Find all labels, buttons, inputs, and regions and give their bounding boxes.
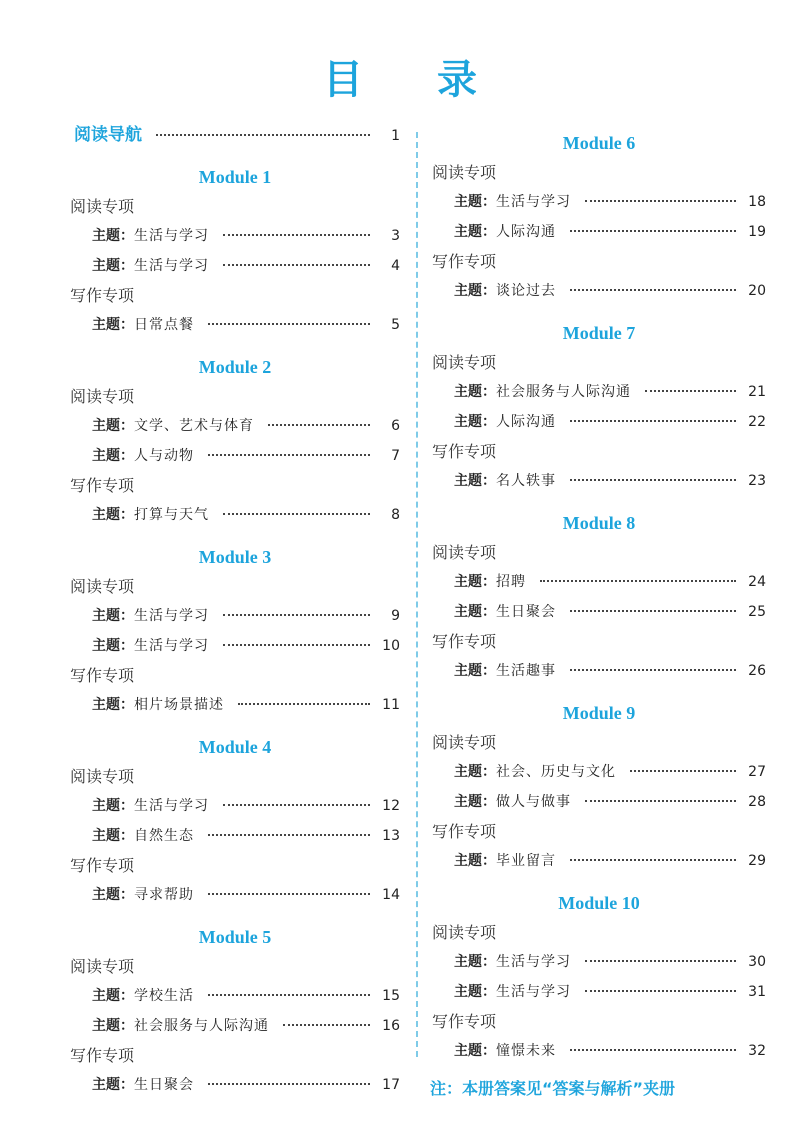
entry-page-number: 27 [748,764,766,780]
toc-entry[interactable] [432,276,766,306]
entry-page-number: 9 [391,608,400,624]
entry-colon: ： [120,418,134,434]
section-heading: 写作专项 [70,286,135,305]
toc-entry[interactable] [70,441,400,471]
column-divider [416,132,418,1057]
entry-title: 谈论过去 [496,283,556,299]
reading-nav-page: 1 [391,128,400,144]
entry-colon: ： [482,954,496,970]
section-heading: 阅读专项 [432,353,497,372]
entry-colon: ： [482,283,496,299]
entry-label: 主题 [454,224,482,240]
dot-leader [570,1049,736,1051]
section-heading: 阅读专项 [70,387,135,406]
entry-page-number: 30 [748,954,766,970]
entry-page-number: 12 [382,798,400,814]
dot-leader [283,1024,370,1026]
module-heading: Module 1 [198,167,272,187]
entry-colon: ： [482,764,496,780]
toc-entry[interactable] [432,567,766,597]
toc-entry[interactable] [70,981,400,1011]
entry-colon: ： [482,574,496,590]
entry-colon: ： [120,697,134,713]
entry-title: 人与动物 [134,448,194,464]
toc-entry[interactable] [432,846,766,876]
entry-title: 生活与学习 [496,194,571,210]
entry-page-number: 4 [391,258,400,274]
toc-left-column [70,120,400,1100]
toc-entry[interactable] [70,1070,400,1100]
toc-entry[interactable] [70,500,400,530]
dot-leader [570,610,736,612]
entry-title: 生日聚会 [496,604,556,620]
toc-entry[interactable] [70,1011,400,1041]
toc-entry[interactable] [70,601,400,631]
section-heading: 阅读专项 [432,923,497,942]
toc-entry[interactable] [432,187,766,217]
entry-colon: ： [120,828,134,844]
entry-label: 主题 [92,418,120,434]
entry-colon: ： [482,473,496,489]
dot-leader [585,960,736,962]
toc-entry[interactable] [70,880,400,910]
toc-entry[interactable] [70,221,400,251]
section-heading: 阅读专项 [432,543,497,562]
entry-colon: ： [120,258,134,274]
dot-leader [208,893,370,895]
dot-leader [208,994,370,996]
entry-title: 生活与学习 [134,228,209,244]
entry-colon: ： [482,1043,496,1059]
entry-colon: ： [482,853,496,869]
entry-label: 主题 [92,887,120,903]
dot-leader [223,804,370,806]
entry-label: 主题 [92,317,120,333]
entry-colon: ： [482,194,496,210]
left-modules [70,162,400,1100]
dot-leader [585,800,736,802]
entry-label: 主题 [92,828,120,844]
toc-entry[interactable] [70,631,400,661]
module-heading: Module 8 [562,513,636,533]
module-heading: Module 6 [562,133,636,153]
dot-leader [208,1083,370,1085]
module-heading: Module 3 [198,547,272,567]
entry-colon: ： [482,663,496,679]
entry-page-number: 31 [748,984,766,1000]
module-heading: Module 7 [562,323,636,343]
entry-title: 人际沟通 [496,224,556,240]
module-heading: Module 10 [558,893,640,913]
entry-title: 生活与学习 [134,258,209,274]
toc-entry[interactable] [432,787,766,817]
entry-label: 主题 [454,1043,482,1059]
entry-title: 社会、历史与文化 [496,764,616,780]
entry-page-number: 29 [748,853,766,869]
entry-page-number: 8 [391,507,400,523]
toc-entry[interactable] [432,407,766,437]
entry-page-number: 13 [382,828,400,844]
entry-colon: ： [120,887,134,903]
entry-label: 主题 [454,604,482,620]
section-heading: 阅读专项 [432,163,497,182]
entry-label: 主题 [454,414,482,430]
dot-leader [570,420,736,422]
section-heading: 阅读专项 [70,577,135,596]
dot-leader [223,614,370,616]
entry-title: 文学、艺术与体育 [134,418,254,434]
entry-page-number: 7 [391,448,400,464]
entry-title: 招聘 [496,574,526,590]
entry-label: 主题 [92,448,120,464]
entry-colon: ： [482,384,496,400]
entry-title: 相片场景描述 [134,697,224,713]
toc-entry[interactable] [70,690,400,720]
dot-leader [268,424,370,426]
entry-label: 主题 [454,853,482,869]
entry-label: 主题 [454,764,482,780]
entry-page-number: 14 [382,887,400,903]
right-modules [432,128,766,1066]
entry-colon: ： [120,507,134,523]
entry-title: 学校生活 [134,988,194,1004]
dot-leader [156,134,370,136]
section-heading: 写作专项 [70,476,135,495]
section-heading: 写作专项 [70,856,135,875]
entry-colon: ： [482,794,496,810]
entry-colon: ： [120,228,134,244]
module-heading: Module 9 [562,703,636,723]
reading-nav-link[interactable] [70,120,400,150]
entry-title: 寻求帮助 [134,887,194,903]
toc-entry[interactable] [432,656,766,686]
toc-entry[interactable] [432,1036,766,1066]
section-heading: 写作专项 [432,632,497,651]
entry-title: 自然生态 [134,828,194,844]
section-heading: 写作专项 [70,1046,135,1065]
section-heading: 阅读专项 [70,767,135,786]
entry-page-number: 25 [748,604,766,620]
entry-colon: ： [482,224,496,240]
module-heading: Module 5 [198,927,272,947]
entry-label: 主题 [92,638,120,654]
entry-colon: ： [120,1018,134,1034]
entry-page-number: 3 [391,228,400,244]
entry-title: 做人与做事 [496,794,571,810]
entry-page-number: 19 [748,224,766,240]
dot-leader [585,200,736,202]
entry-title: 名人轶事 [496,473,556,489]
toc-entry[interactable] [432,466,766,496]
dot-leader [630,770,736,772]
entry-title: 生活与学习 [134,608,209,624]
entry-colon: ： [482,984,496,1000]
entry-label: 主题 [92,697,120,713]
entry-page-number: 15 [382,988,400,1004]
entry-page-number: 32 [748,1043,766,1059]
section-heading: 写作专项 [432,1012,497,1031]
entry-label: 主题 [92,1018,120,1034]
dot-leader [540,580,736,582]
entry-label: 主题 [454,473,482,489]
entry-colon: ： [120,448,134,464]
toc-entry[interactable] [70,411,400,441]
entry-page-number: 6 [391,418,400,434]
entry-label: 主题 [454,574,482,590]
section-heading: 阅读专项 [70,197,135,216]
entry-label: 主题 [454,794,482,810]
dot-leader [238,703,370,705]
toc-entry[interactable] [432,757,766,787]
dot-leader [570,479,736,481]
toc-entry[interactable] [70,310,400,340]
section-heading: 写作专项 [70,666,135,685]
dot-leader [570,289,736,291]
entry-page-number: 10 [382,638,400,654]
toc-right-column [432,128,766,1066]
entry-title: 毕业留言 [496,853,556,869]
entry-label: 主题 [454,954,482,970]
entry-title: 生日聚会 [134,1077,194,1093]
entry-page-number: 28 [748,794,766,810]
dot-leader [645,390,736,392]
entry-title: 生活与学习 [496,954,571,970]
entry-page-number: 16 [382,1018,400,1034]
entry-colon: ： [120,317,134,333]
entry-title: 生活与学习 [134,638,209,654]
dot-leader [223,234,370,236]
entry-label: 主题 [454,384,482,400]
entry-page-number: 22 [748,414,766,430]
dot-leader [570,859,736,861]
toc-entry[interactable] [70,821,400,851]
toc-entry[interactable] [70,251,400,281]
entry-page-number: 20 [748,283,766,299]
answer-note: 注：本册答案见“答案与解析”夹册 [430,1079,676,1098]
dot-leader [208,323,370,325]
entry-label: 主题 [454,283,482,299]
entry-colon: ： [120,638,134,654]
entry-label: 主题 [92,1077,120,1093]
page-title: 目 录 [323,57,507,103]
entry-title: 人际沟通 [496,414,556,430]
toc-entry[interactable] [432,377,766,407]
toc-entry[interactable] [432,597,766,627]
entry-colon: ： [482,604,496,620]
entry-page-number: 18 [748,194,766,210]
entry-page-number: 5 [391,317,400,333]
section-heading: 阅读专项 [70,957,135,976]
entry-page-number: 24 [748,574,766,590]
module-heading: Module 4 [198,737,272,757]
entry-title: 生活与学习 [134,798,209,814]
entry-colon: ： [120,798,134,814]
entry-label: 主题 [454,984,482,1000]
toc-entry[interactable] [432,947,766,977]
entry-title: 日常点餐 [134,317,194,333]
entry-colon: ： [120,988,134,1004]
entry-page-number: 11 [382,697,400,713]
entry-label: 主题 [92,507,120,523]
entry-title: 生活趣事 [496,663,556,679]
toc-entry[interactable] [70,791,400,821]
entry-label: 主题 [92,798,120,814]
dot-leader [585,990,736,992]
dot-leader [223,264,370,266]
entry-label: 主题 [92,228,120,244]
module-heading: Module 2 [198,357,272,377]
entry-page-number: 26 [748,663,766,679]
dot-leader [208,834,370,836]
entry-label: 主题 [92,258,120,274]
dot-leader [223,513,370,515]
entry-title: 生活与学习 [496,984,571,1000]
entry-label: 主题 [92,608,120,624]
toc-entry[interactable] [432,977,766,1007]
entry-label: 主题 [92,988,120,1004]
dot-leader [570,230,736,232]
toc-entry[interactable] [432,217,766,247]
entry-colon: ： [482,414,496,430]
entry-page-number: 23 [748,473,766,489]
dot-leader [208,454,370,456]
entry-title: 社会服务与人际沟通 [134,1018,269,1034]
entry-page-number: 21 [748,384,766,400]
entry-title: 打算与天气 [134,507,209,523]
dot-leader [570,669,736,671]
section-heading: 写作专项 [432,252,497,271]
entry-colon: ： [120,1077,134,1093]
dot-leader [223,644,370,646]
entry-colon: ： [120,608,134,624]
section-heading: 阅读专项 [432,733,497,752]
reading-nav-label: 阅读导航 [74,125,142,145]
entry-label: 主题 [454,663,482,679]
section-heading: 写作专项 [432,822,497,841]
entry-label: 主题 [454,194,482,210]
section-heading: 写作专项 [432,442,497,461]
entry-title: 憧憬未来 [496,1043,556,1059]
entry-page-number: 17 [382,1077,400,1093]
entry-title: 社会服务与人际沟通 [496,384,631,400]
